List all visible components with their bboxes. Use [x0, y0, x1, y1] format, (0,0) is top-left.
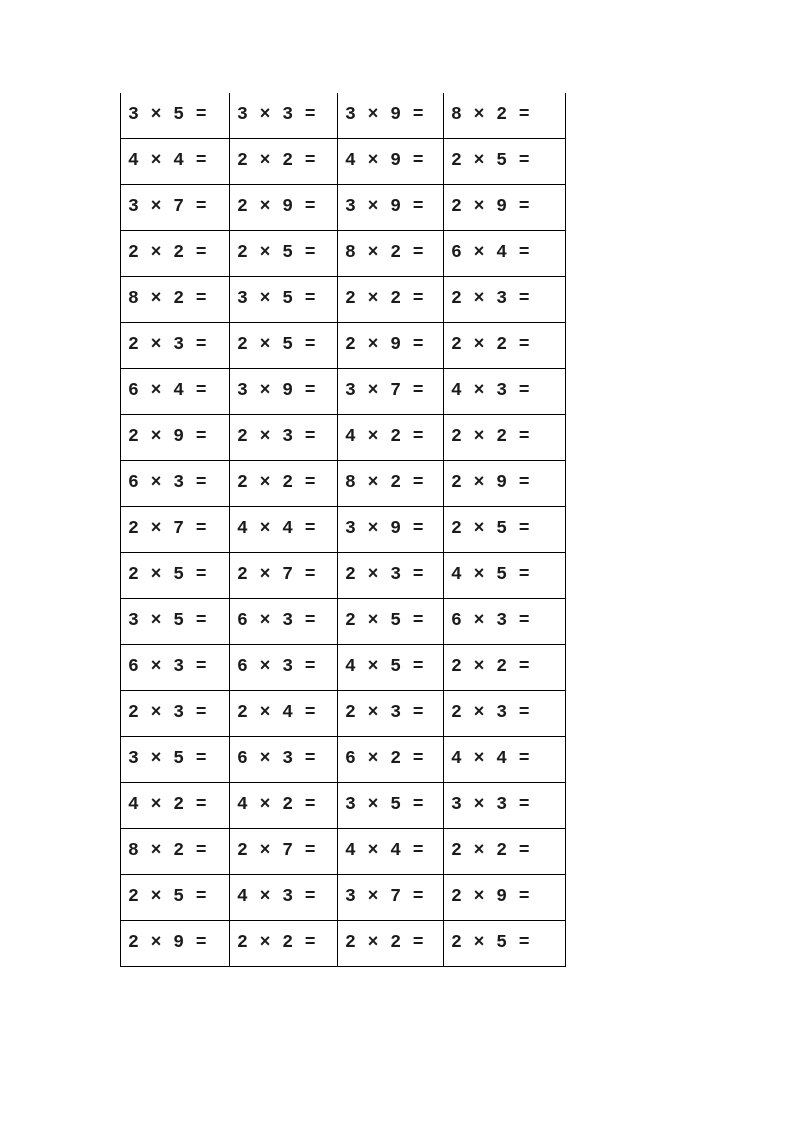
table-row [121, 138, 566, 184]
problem-cell: 2 × 9 = [121, 920, 230, 966]
problem-cell: 6 × 4 = [121, 368, 230, 414]
problem-cell: 3 × 5 = [230, 276, 338, 322]
problem-cell: 6 × 4 = [444, 230, 566, 276]
table-row [121, 414, 566, 460]
problem-cell: 2 × 2 = [444, 322, 566, 368]
problem-cell: 2 × 5 = [444, 920, 566, 966]
problem-cell: 3 × 7 = [338, 874, 444, 920]
problem-cell: 3 × 9 = [338, 506, 444, 552]
problem-cell: 2 × 5 = [121, 552, 230, 598]
problem-cell: 8 × 2 = [444, 93, 566, 138]
problem-cell: 2 × 5 = [230, 322, 338, 368]
problem-cell: 4 × 2 = [338, 414, 444, 460]
problem-cell: 4 × 5 = [338, 644, 444, 690]
table-row [121, 276, 566, 322]
problem-cell: 2 × 2 = [444, 644, 566, 690]
problem-cell: 2 × 5 = [338, 598, 444, 644]
problem-cell: 2 × 5 = [121, 874, 230, 920]
problem-cell: 2 × 3 = [121, 690, 230, 736]
problem-cell: 3 × 3 = [444, 782, 566, 828]
problem-cell: 2 × 2 = [338, 920, 444, 966]
problem-cell: 8 × 2 = [121, 276, 230, 322]
problem-cell: 6 × 3 = [230, 736, 338, 782]
problem-cell: 4 × 4 = [444, 736, 566, 782]
problem-cell: 2 × 9 = [444, 874, 566, 920]
problem-cell: 2 × 7 = [230, 552, 338, 598]
problem-cell: 8 × 2 = [338, 460, 444, 506]
problem-cell: 6 × 2 = [338, 736, 444, 782]
table-row [121, 874, 566, 920]
table-row [121, 828, 566, 874]
problem-cell: 2 × 9 = [444, 460, 566, 506]
problem-cell: 3 × 9 = [230, 368, 338, 414]
table-row [121, 506, 566, 552]
table-row [121, 368, 566, 414]
problem-cell: 8 × 2 = [121, 828, 230, 874]
problem-cell: 2 × 2 = [230, 460, 338, 506]
problem-cell: 2 × 5 = [230, 230, 338, 276]
problem-cell: 4 × 4 = [230, 506, 338, 552]
problem-cell: 2 × 2 = [444, 828, 566, 874]
table-row [121, 644, 566, 690]
table-row [121, 184, 566, 230]
table-row [121, 460, 566, 506]
problem-cell: 6 × 3 = [230, 598, 338, 644]
problem-cell: 4 × 9 = [338, 138, 444, 184]
table-row [121, 230, 566, 276]
problem-cell: 6 × 3 = [444, 598, 566, 644]
table-row [121, 322, 566, 368]
problem-cell: 6 × 3 = [121, 460, 230, 506]
problem-cell: 2 × 9 = [444, 184, 566, 230]
problem-cell: 3 × 3 = [230, 93, 338, 138]
table-row [121, 736, 566, 782]
problem-cell: 3 × 5 = [121, 736, 230, 782]
problem-cell: 2 × 3 = [230, 414, 338, 460]
problem-cell: 3 × 7 = [121, 184, 230, 230]
problem-cell: 3 × 5 = [121, 598, 230, 644]
problem-cell: 2 × 5 = [444, 138, 566, 184]
problem-cell: 2 × 5 = [444, 506, 566, 552]
table-row [121, 93, 566, 138]
problem-cell: 4 × 4 = [338, 828, 444, 874]
problem-cell: 2 × 3 = [444, 690, 566, 736]
problem-cell: 2 × 7 = [121, 506, 230, 552]
problem-cell: 2 × 2 = [230, 138, 338, 184]
problem-cell: 4 × 2 = [121, 782, 230, 828]
worksheet-rows [121, 93, 566, 966]
problem-cell: 3 × 9 = [338, 184, 444, 230]
problem-cell: 2 × 9 = [230, 184, 338, 230]
problem-cell: 6 × 3 = [121, 644, 230, 690]
problem-cell: 3 × 5 = [338, 782, 444, 828]
problem-cell: 2 × 3 = [338, 552, 444, 598]
problem-cell: 2 × 4 = [230, 690, 338, 736]
problem-cell: 2 × 3 = [444, 276, 566, 322]
problem-cell: 2 × 9 = [338, 322, 444, 368]
table-row [121, 552, 566, 598]
problem-cell: 4 × 2 = [230, 782, 338, 828]
problem-cell: 4 × 3 = [230, 874, 338, 920]
problem-cell: 2 × 2 = [121, 230, 230, 276]
table-row [121, 920, 566, 966]
problem-cell: 3 × 5 = [121, 93, 230, 138]
table-row [121, 690, 566, 736]
problem-cell: 2 × 3 = [338, 690, 444, 736]
problem-cell: 2 × 9 = [121, 414, 230, 460]
multiplication-worksheet-table [120, 93, 566, 967]
problem-cell: 2 × 2 = [230, 920, 338, 966]
problem-cell: 4 × 5 = [444, 552, 566, 598]
problem-cell: 4 × 3 = [444, 368, 566, 414]
table-row [121, 782, 566, 828]
problem-cell: 2 × 7 = [230, 828, 338, 874]
problem-cell: 8 × 2 = [338, 230, 444, 276]
problem-cell: 3 × 9 = [338, 93, 444, 138]
problem-cell: 3 × 7 = [338, 368, 444, 414]
problem-cell: 2 × 2 = [444, 414, 566, 460]
problem-cell: 2 × 3 = [121, 322, 230, 368]
problem-cell: 6 × 3 = [230, 644, 338, 690]
problem-cell: 4 × 4 = [121, 138, 230, 184]
table-row [121, 598, 566, 644]
problem-cell: 2 × 2 = [338, 276, 444, 322]
